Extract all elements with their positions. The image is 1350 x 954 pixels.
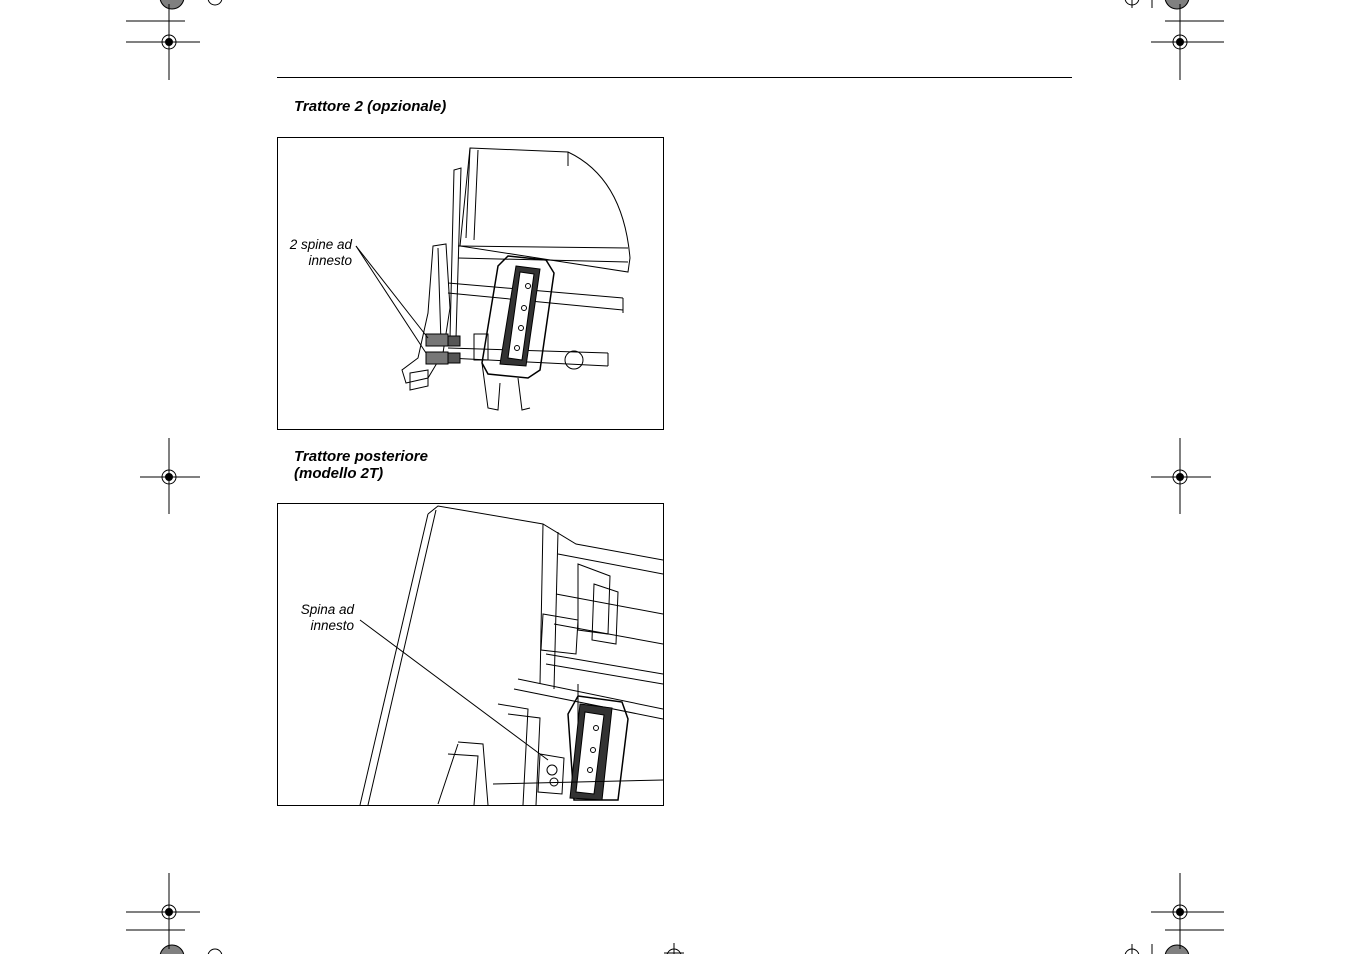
registration-mark-icon [140,438,200,518]
callout-label: 2 spine ad innesto [289,237,352,268]
figure-tractor-2 [277,137,664,430]
section-heading-rear-tractor: Trattore posteriore (modello 2T) [294,448,428,482]
registration-mark-icon [1151,438,1211,518]
header-rule [277,77,1072,78]
printer-rear-tractor-illustration [278,504,663,805]
registration-mark-icon [140,4,200,84]
registration-mark-icon [1151,873,1211,953]
printer-tractor-illustration [278,138,663,429]
registration-mark-icon [1151,4,1211,84]
registration-mark-icon [140,873,200,953]
figure-rear-tractor [277,503,664,806]
callout-label: Spina ad innesto [300,602,354,633]
section-heading-tractor-2: Trattore 2 (opzionale) [294,98,447,115]
